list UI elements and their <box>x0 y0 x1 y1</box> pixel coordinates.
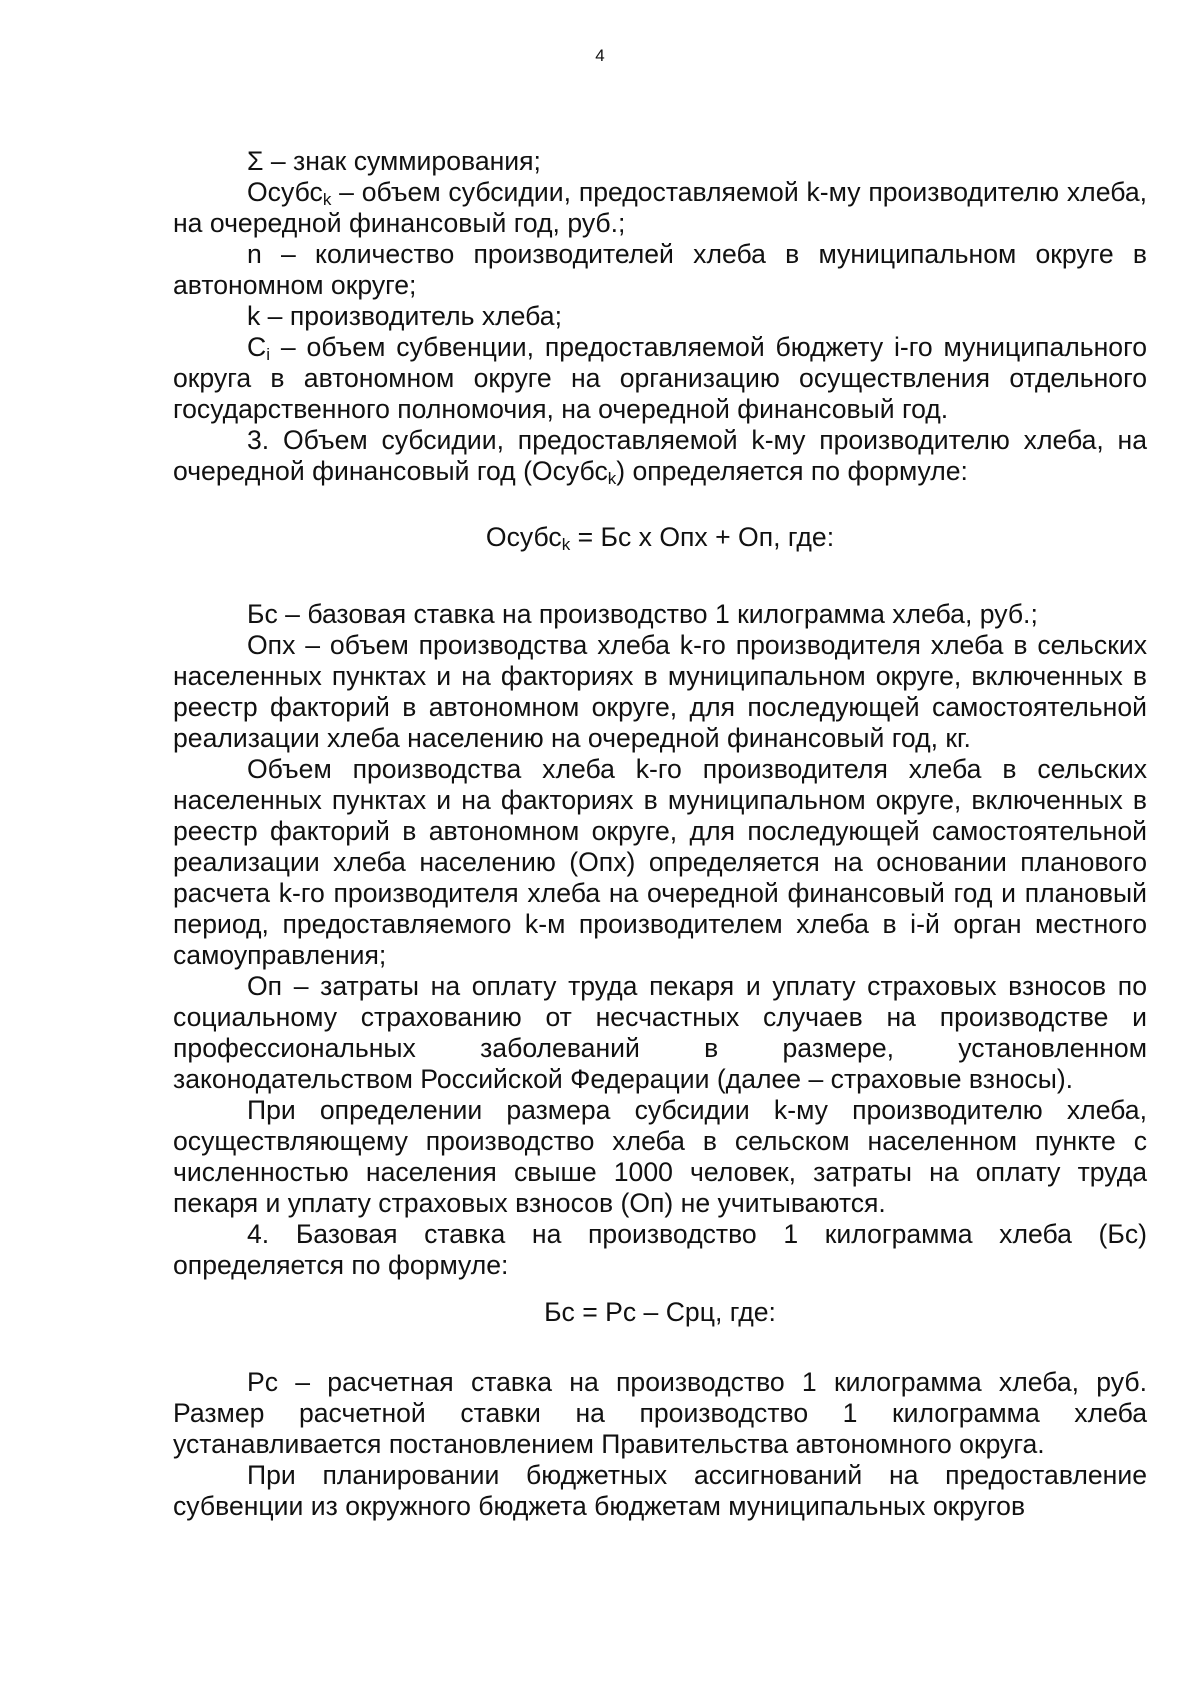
formula-subsidy <box>173 522 1147 553</box>
paragraph-subsidy-volume-def <box>173 177 1147 239</box>
spacer <box>173 553 1147 599</box>
subscript: k <box>607 469 617 488</box>
paragraph-producer-def: k – производитель хлеба; <box>247 301 562 331</box>
subscript: k <box>561 535 571 554</box>
definition-text: – объем субсидии, предоставляемой k-му производителю хлеба, на очередной финансовый год, руб.; <box>173 177 1147 238</box>
paragraph-item-4: 4. Базовая ставка на производство 1 килограмма хлеба (Бс) определяется по формуле: <box>173 1219 1147 1280</box>
paragraph-production-volume-calc: Объем производства хлеба k-го производителя хлеба в сельских населенных пунктах и на факториях в муниципальном округе, включенных в реестр факторий в автономном округе, для последующей самостоятельной реализации хлеба населению (Опх) определяется на основании планового расчета k-го производителя хлеба на очередной финансовый год и плановый период, предоставляемого k-м производителем хлеба в i-й орган местного самоуправления; <box>173 754 1147 970</box>
spacer <box>173 1328 1147 1367</box>
paragraph-budget-planning: При планировании бюджетных ассигнований на предоставление субвенции из окружного бюджета бюджетам муниципальных округов <box>173 1460 1147 1521</box>
paragraph-large-settlement-rule: При определении размера субсидии k-му производителю хлеба, осуществляющему производство хлеба в сельском населенном пункте с численностью населения свыше 1000 человек, затраты на оплату труда пекаря и уплату страховых взносов (Оп) не учитываются. <box>173 1095 1147 1218</box>
formula-term: Осубс <box>485 522 562 552</box>
paragraph-costs-def: Оп – затраты на оплату труда пекаря и уплату страховых взносов по социальному страхованию от несчастных случаев на производстве и профессиональных заболеваний в размере, установленном законодательством Российской Федерации (далее – страховые взносы). <box>173 971 1147 1094</box>
definition-text: – объем субвенции, предоставляемой бюджету i-го муниципального округа в автономном округе на организацию осуществления отдельного государственного полномочия, на очередной финансовый год. <box>173 332 1147 424</box>
spacer <box>173 1281 1147 1297</box>
subscript: k <box>322 190 332 209</box>
term-text: Осубс <box>247 177 323 207</box>
paragraph-subvention-def <box>173 332 1147 425</box>
paragraph-base-rate-def: Бс – базовая ставка на производство 1 килограмма хлеба, руб.; <box>247 599 1038 629</box>
item-text: 3. Объем субсидии, предоставляемой k-му производителю хлеба, на очередной финансовый год (Осубс <box>173 425 1147 486</box>
formula-rest: = Бс х Опх + Оп, где: <box>570 522 835 552</box>
paragraph-calc-rate-def: Рс – расчетная ставка на производство 1 килограмма хлеба, руб. Размер расчетной ставки на производство 1 килограмма хлеба устанавливается постановлением Правительства автономного округа. <box>173 1367 1147 1459</box>
subscript: i <box>266 345 270 364</box>
paragraph-production-volume-def: Опх – объем производства хлеба k-го производителя хлеба в сельских населенных пунктах и на факториях в муниципальном округе, включенных в реестр факторий в автономном округе, для последующей самостоятельной реализации хлеба населению на очередной финансовый год, кг. <box>173 630 1147 753</box>
term-text: C <box>247 332 267 362</box>
document-body <box>173 146 1147 1522</box>
paragraph-item-3 <box>173 425 1147 487</box>
paragraph-sum-sign: Σ – знак суммирования; <box>247 146 541 176</box>
formula-base-rate: Бс = Рс – Срц, где: <box>544 1297 776 1327</box>
page-number: 4 <box>595 46 605 65</box>
paragraph-producer-count-def: n – количество производителей хлеба в муниципальном округе в автономном округе; <box>173 239 1147 300</box>
spacer <box>173 487 1147 522</box>
item-text-end: ) определяется по формуле: <box>616 456 968 486</box>
